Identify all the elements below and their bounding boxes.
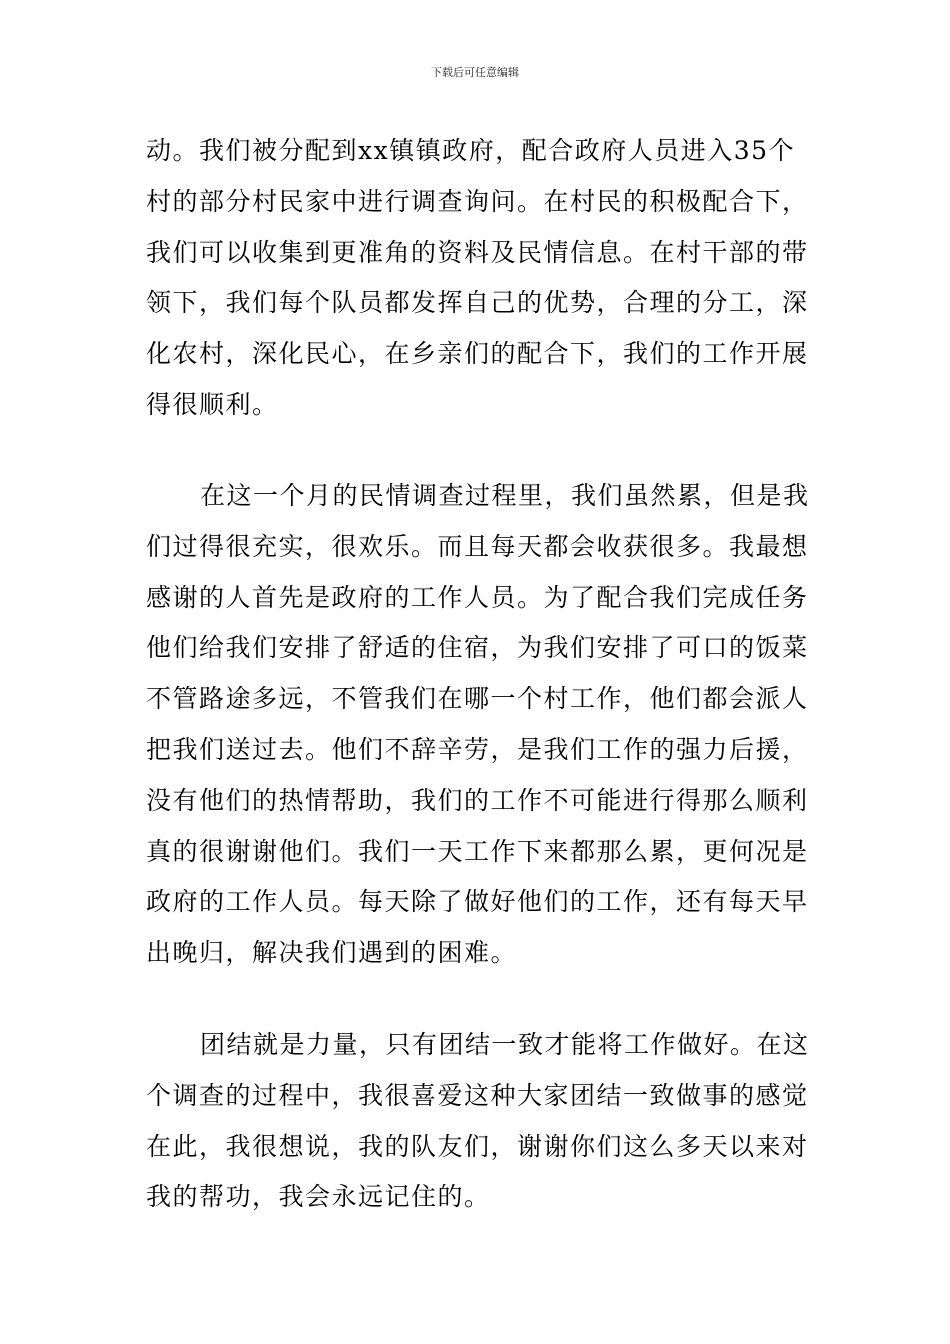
paragraph-2: 在这一个月的民情调查过程里，我们虽然累，但是我们过得很充实，很欢乐。而且每天都会收获很多。我最想感谢的人首先是政府的工作人员。为了配合我们完成任务他们给我们安排了舒适的住宿，为我们安排了可口的饭菜不管路途多远，不管我们在哪一个村工作，他们都会派人把我们送过去。他们不辞辛劳，是我们工作的强力后援，没有他们的热情帮助，我们的工作不可能进行得那么顺利真的很谢谢他们。我们一天工作下来都那么累，更何况是政府的工作人员。每天除了做好他们的工作，还有每天早出晚归，解决我们遇到的困难。: [146, 481, 810, 968]
page-header-note: 下载后可任意编辑: [431, 66, 519, 79]
paragraph-3: 团结就是力量，只有团结一致才能将工作做好。在这个调查的过程中，我很喜爱这种大家团结一致做事的感觉在此，我很想说，我的队友们，谢谢你们这么多天以来对我的帮功，我会永远记住的。: [146, 1030, 810, 1212]
paragraph-1: 动。我们被分配到xx镇镇政府，配合政府人员进入35个村的部分村民家中进行调查询问。在村民的积极配合下，我们可以收集到更准角的资料及民情信息。在村干部的带领下，我们每个队员都发挥自己的优势，合理的分工，深化农村，深化民心，在乡亲们的配合下，我们的工作开展得很顺利。: [146, 136, 809, 419]
